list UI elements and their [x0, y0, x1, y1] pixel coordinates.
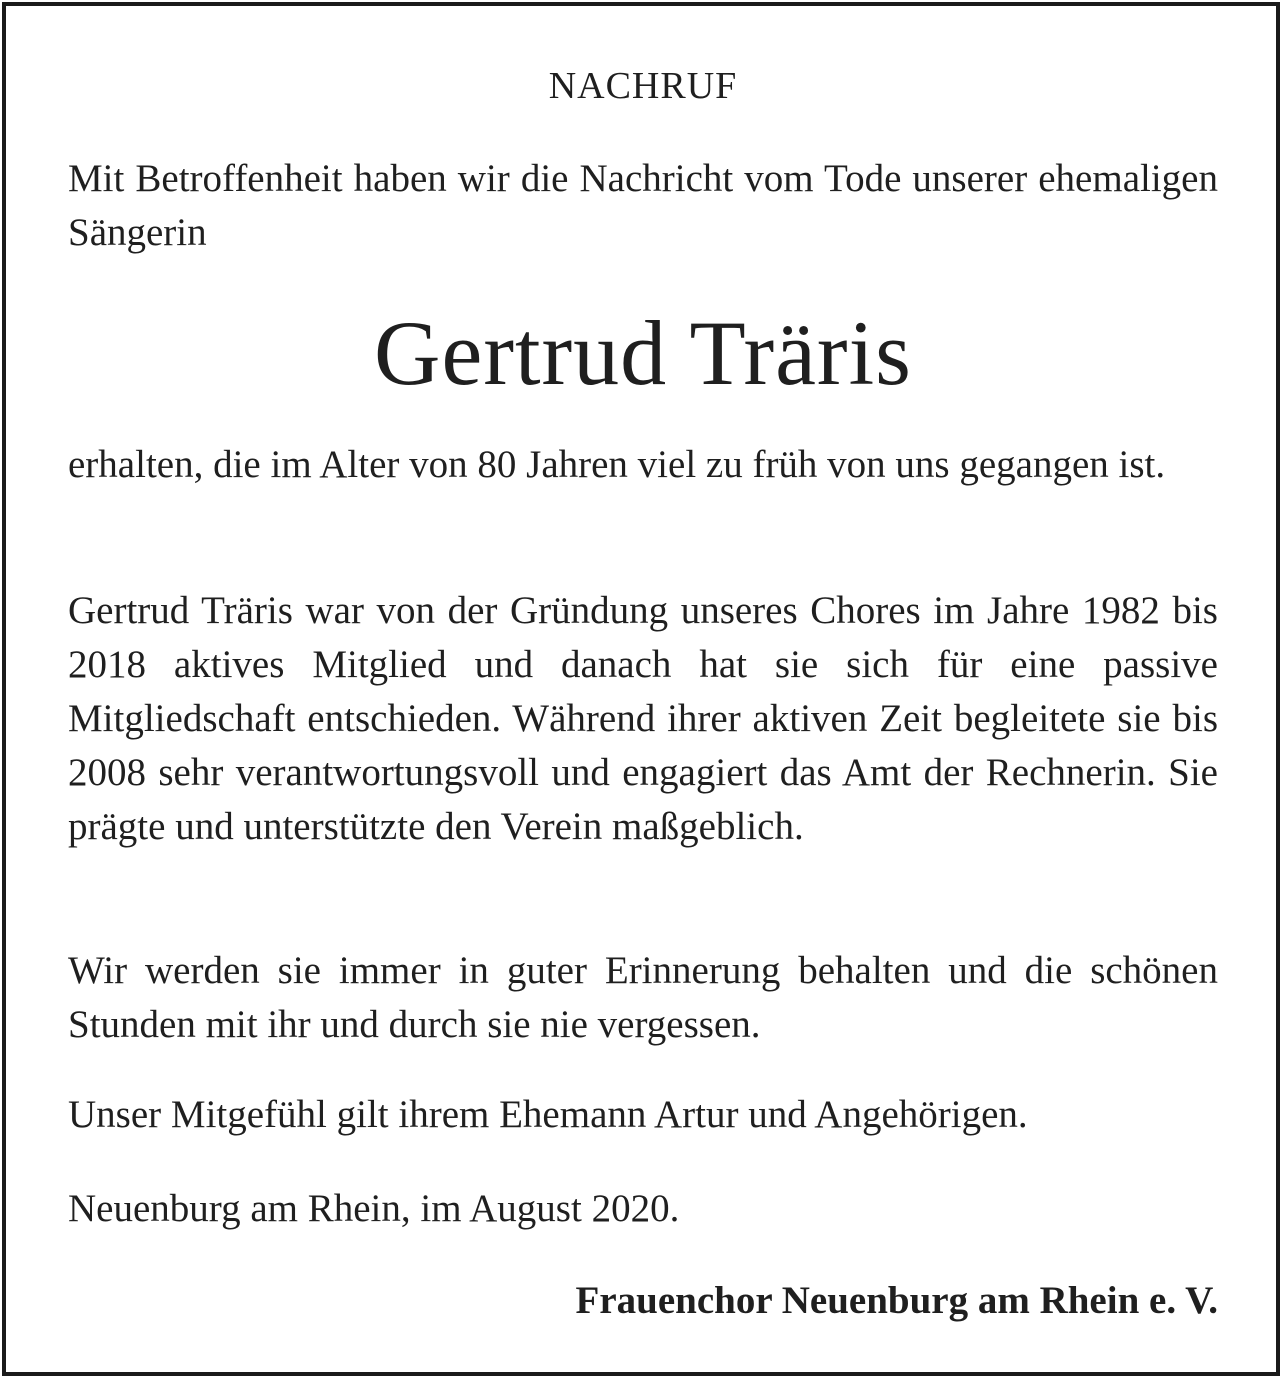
deceased-name: Gertrud Träris: [374, 302, 912, 404]
obituary-notice: [2, 2, 1280, 1376]
history-paragraph: Gertrud Träris war von der Gründung unseres Chores im Jahre 1982 bis 2018 aktives Mitglied und danach hat sie sich für eine passive Mitgliedschaft entschieden. Während ihrer aktiven Zeit begleitete sie bis 2008 sehr verantwortungsvoll und engagiert das Amt der Rechnerin. Sie prägte und unterstützte den Verein maßgeblich.: [68, 589, 1218, 848]
signature: Frauenchor Neuenburg am Rhein e. V.: [575, 1279, 1218, 1322]
notice-header: NACHRUF: [548, 65, 738, 107]
sympathy-paragraph: Unser Mitgefühl gilt ihrem Ehemann Artur und Angehörigen.: [68, 1093, 1028, 1136]
place-date-line: Neuenburg am Rhein, im August 2020.: [68, 1187, 680, 1230]
age-paragraph: erhalten, die im Alter von 80 Jahren viel zu früh von uns gegangen ist.: [68, 443, 1166, 486]
intro-paragraph: Mit Betroffenheit haben wir die Nachricht vom Tode unserer ehemaligen Sängerin: [68, 157, 1218, 254]
memory-paragraph: Wir werden sie immer in guter Erinnerung behalten und die schönen Stunden mit ihr und durch sie nie vergessen.: [68, 949, 1218, 1046]
